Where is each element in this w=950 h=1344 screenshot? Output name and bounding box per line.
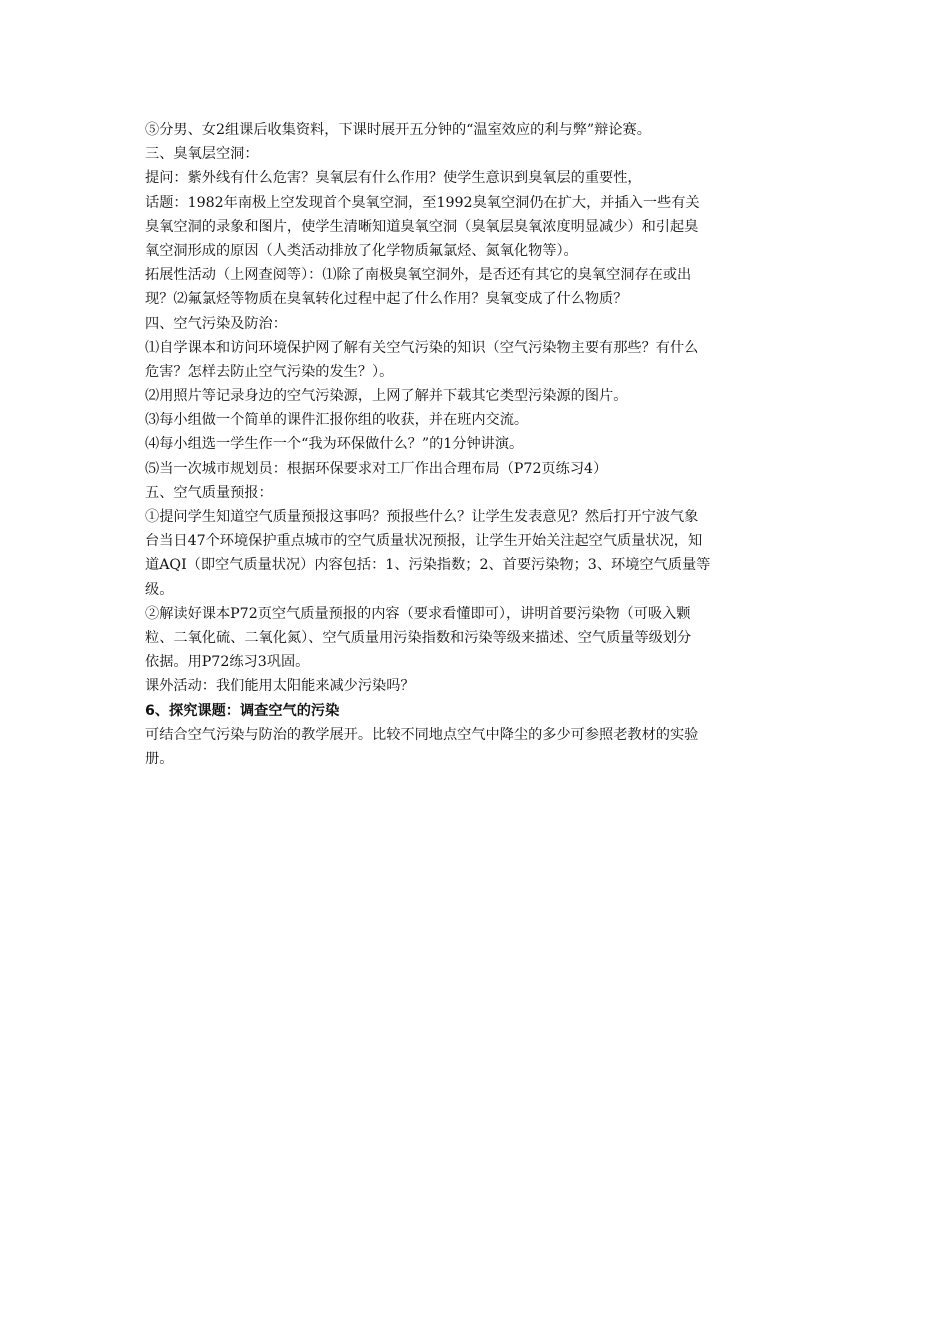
text-line: 可结合空气污染与防治的教学展开。比较不同地点空气中降尘的多少可参照老教材的实验 [145, 726, 699, 743]
text-line: ⑴自学课本和访问环境保护网了解有关空气污染的知识（空气污染物主要有那些？有什么 [145, 339, 699, 356]
text-line: 册。 [145, 750, 174, 767]
section-heading: 三、臭氧层空洞： [145, 146, 259, 163]
text-line: ⑵用照片等记录身边的空气污染源，上网了解并下载其它类型污染源的图片。 [145, 388, 628, 405]
text-line: ①提问学生知道空气质量预报这事吗？预报些什么？让学生发表意见？然后打开宁波气象 [145, 509, 699, 525]
text-line: ⑶每小组做一个简单的课件汇报你组的收获，并在班内交流。 [145, 412, 529, 429]
text-line: 危害？怎样去防止空气污染的发生？）。 [145, 363, 394, 380]
bold-heading: 6、探究课题：调查空气的污染 [145, 702, 340, 719]
text-line: 粒、二氧化硫、二氧化氮）、空气质量用污染指数和污染等级来描述、空气质量等级划分 [145, 629, 692, 646]
section-heading: 五、空气质量预报： [145, 484, 273, 501]
text-line: 级。 [145, 581, 174, 598]
text-line: 臭氧空洞的录象和图片，使学生清晰知道臭氧空洞（臭氧层臭氧浓度明显减少）和引起臭 [145, 218, 699, 235]
document-body [145, 118, 810, 771]
text-line: ②解读好课本P72页空气质量预报的内容（要求看懂即可），讲明首要污染物（可吸入颗 [145, 605, 691, 622]
text-line: 台当日47个环境保护重点城市的空气质量状况预报，让学生开始关注起空气质量状况，知 [145, 533, 703, 550]
text-line: 课外活动：我们能用太阳能来减少污染吗？ [145, 678, 415, 695]
text-line: ⑤分男、女2组课后收集资料，下课时展开五分钟的“温室效应的利与弊”辩论赛。 [145, 122, 651, 138]
text-line: 提问：紫外线有什么危害？臭氧层有什么作用？使学生意识到臭氧层的重要性， [145, 170, 642, 187]
text-line: 道AQI（即空气质量状况）内容包括：1、污染指数；2、首要污染物；3、环境空气质量等 [145, 557, 711, 574]
text-line: ⑷每小组选一学生作一个“我为环保做什么？”的1分钟讲演。 [145, 436, 524, 453]
text-line: 依据。用P72练习3巩固。 [145, 654, 310, 671]
text-line: 拓展性活动（上网查阅等）：⑴除了南极臭氧空洞外，是否还有其它的臭氧空洞存在或出 [145, 267, 692, 284]
text-line: 话题：1982年南极上空发现首个臭氧空洞，至1992臭氧空洞仍在扩大，并插入一些有关 [145, 194, 700, 211]
section-heading: 四、空气污染及防治： [145, 315, 287, 332]
text-line: 氧空洞形成的原因（人类活动排放了化学物质氟氯烃、氮氧化物等）。 [145, 242, 578, 259]
text-line: ⑸当一次城市规划员：根据环保要求对工厂作出合理布局（P72页练习4） [145, 460, 608, 477]
text-line: 现？⑵氟氯烃等物质在臭氧转化过程中起了什么作用？臭氧变成了什么物质？ [145, 291, 628, 308]
